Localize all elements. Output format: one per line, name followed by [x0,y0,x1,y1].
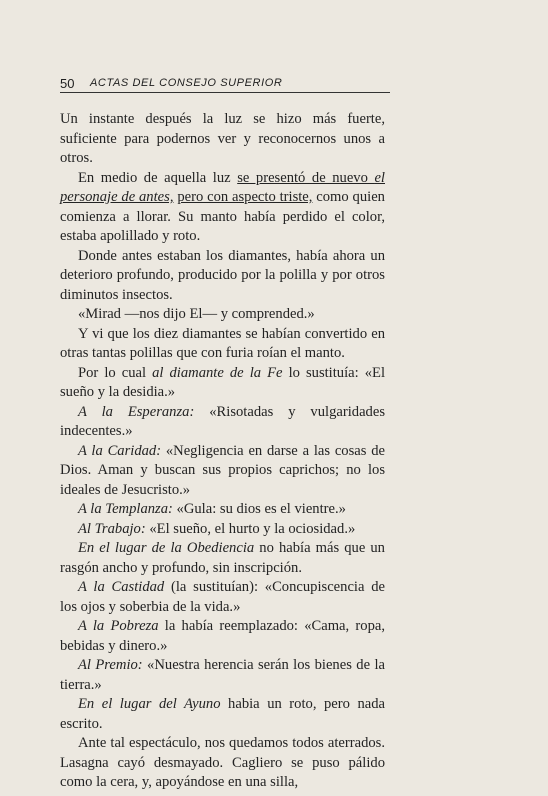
paragraph [60,442,385,501]
text-run: Un instante después la luz se hizo más fuerte, suficiente para podernos ver y reconocernos unos a otros. [60,111,385,166]
paragraph [60,325,385,364]
paragraph [60,695,385,734]
text-run: Ante tal espectáculo, nos quedamos todos aterrados. Lasagna cayó desmayado. Cagliero se puso pálido como la cera, y, apoyándose en una silla, [60,735,385,790]
paragraph [60,539,385,578]
paragraph [60,247,385,306]
paragraph [60,500,385,520]
paragraph [60,734,385,793]
text-run: lo sustituía: «El sueño y la desidia.» [60,364,385,400]
italic-run: En el lugar de la Obediencia [78,540,255,556]
page-number: 50 [60,76,75,91]
italic-run: A la Caridad: [78,442,162,459]
running-title: ACTAS DEL CONSEJO SUPERIOR [90,77,283,89]
paragraph [60,656,385,695]
italic-run: A la Esperanza: [78,403,195,420]
text-run: Y vi que los diez diamantes se habían convertido en otras tantas polillas que con furia roían el manto. [60,325,385,361]
text-run: «Nuestra herencia serán los bienes de la tierra.» [60,657,385,693]
italic-run: A la Pobreza [78,618,159,634]
text-run: pero con aspecto triste, [177,189,313,205]
paragraph [60,520,385,540]
text-run: la había reemplazado: «Cama, ropa, bebidas y dinero.» [60,618,385,654]
text-run: Donde antes estaban los diamantes, había ahora un deterioro profundo, producido por la polilla y por otros diminutos insectos. [60,247,385,303]
text-run: habia un roto, pero nada escrito. [60,696,385,732]
text-run: se presentó de nuevo [237,169,375,186]
paragraph [60,364,385,403]
italic-run: A la Castidad [78,579,165,595]
italic-run: Al Trabajo: [78,520,146,537]
paragraph [60,169,385,247]
paragraph [60,110,385,169]
text-run: En medio de aquella luz [78,169,238,186]
italic-run: En el lugar del Ayuno [78,696,221,712]
paragraph [60,305,385,325]
text-run: «Risotadas y vulgaridades indecentes.» [60,403,385,439]
text-run: Por lo cual [78,364,153,381]
text-run: «Negligencia en darse a las cosas de Dios. Aman y buscan sus propios caprichos; no los ideales de Jesucristo.» [60,442,385,498]
paragraph [60,403,385,442]
italic-run: el personaje de antes, [60,169,385,205]
italic-run: A la Templanza: [78,501,173,517]
paragraph [60,617,385,656]
text-run: no había más que un rasgón ancho y profundo, sin inscripción. [60,540,385,576]
text-run: como quien comienza a llorar. Su manto había perdido el color, estaba apolillado y roto. [60,189,385,244]
paragraph [60,578,385,617]
body-text [60,110,385,793]
text-run: «Mirad —nos dijo El— y comprended.» [78,306,315,322]
text-run: «Gula: su dios es el vientre.» [172,501,346,517]
text-run: (la sustituían): «Concupiscencia de los ojos y soberbia de la vida.» [60,579,385,615]
running-header [60,76,390,93]
text-run: «El sueño, el hurto y la ociosidad.» [145,520,356,537]
italic-run: al diamante de la Fe [152,364,283,381]
italic-run: Al Premio: [78,657,143,673]
